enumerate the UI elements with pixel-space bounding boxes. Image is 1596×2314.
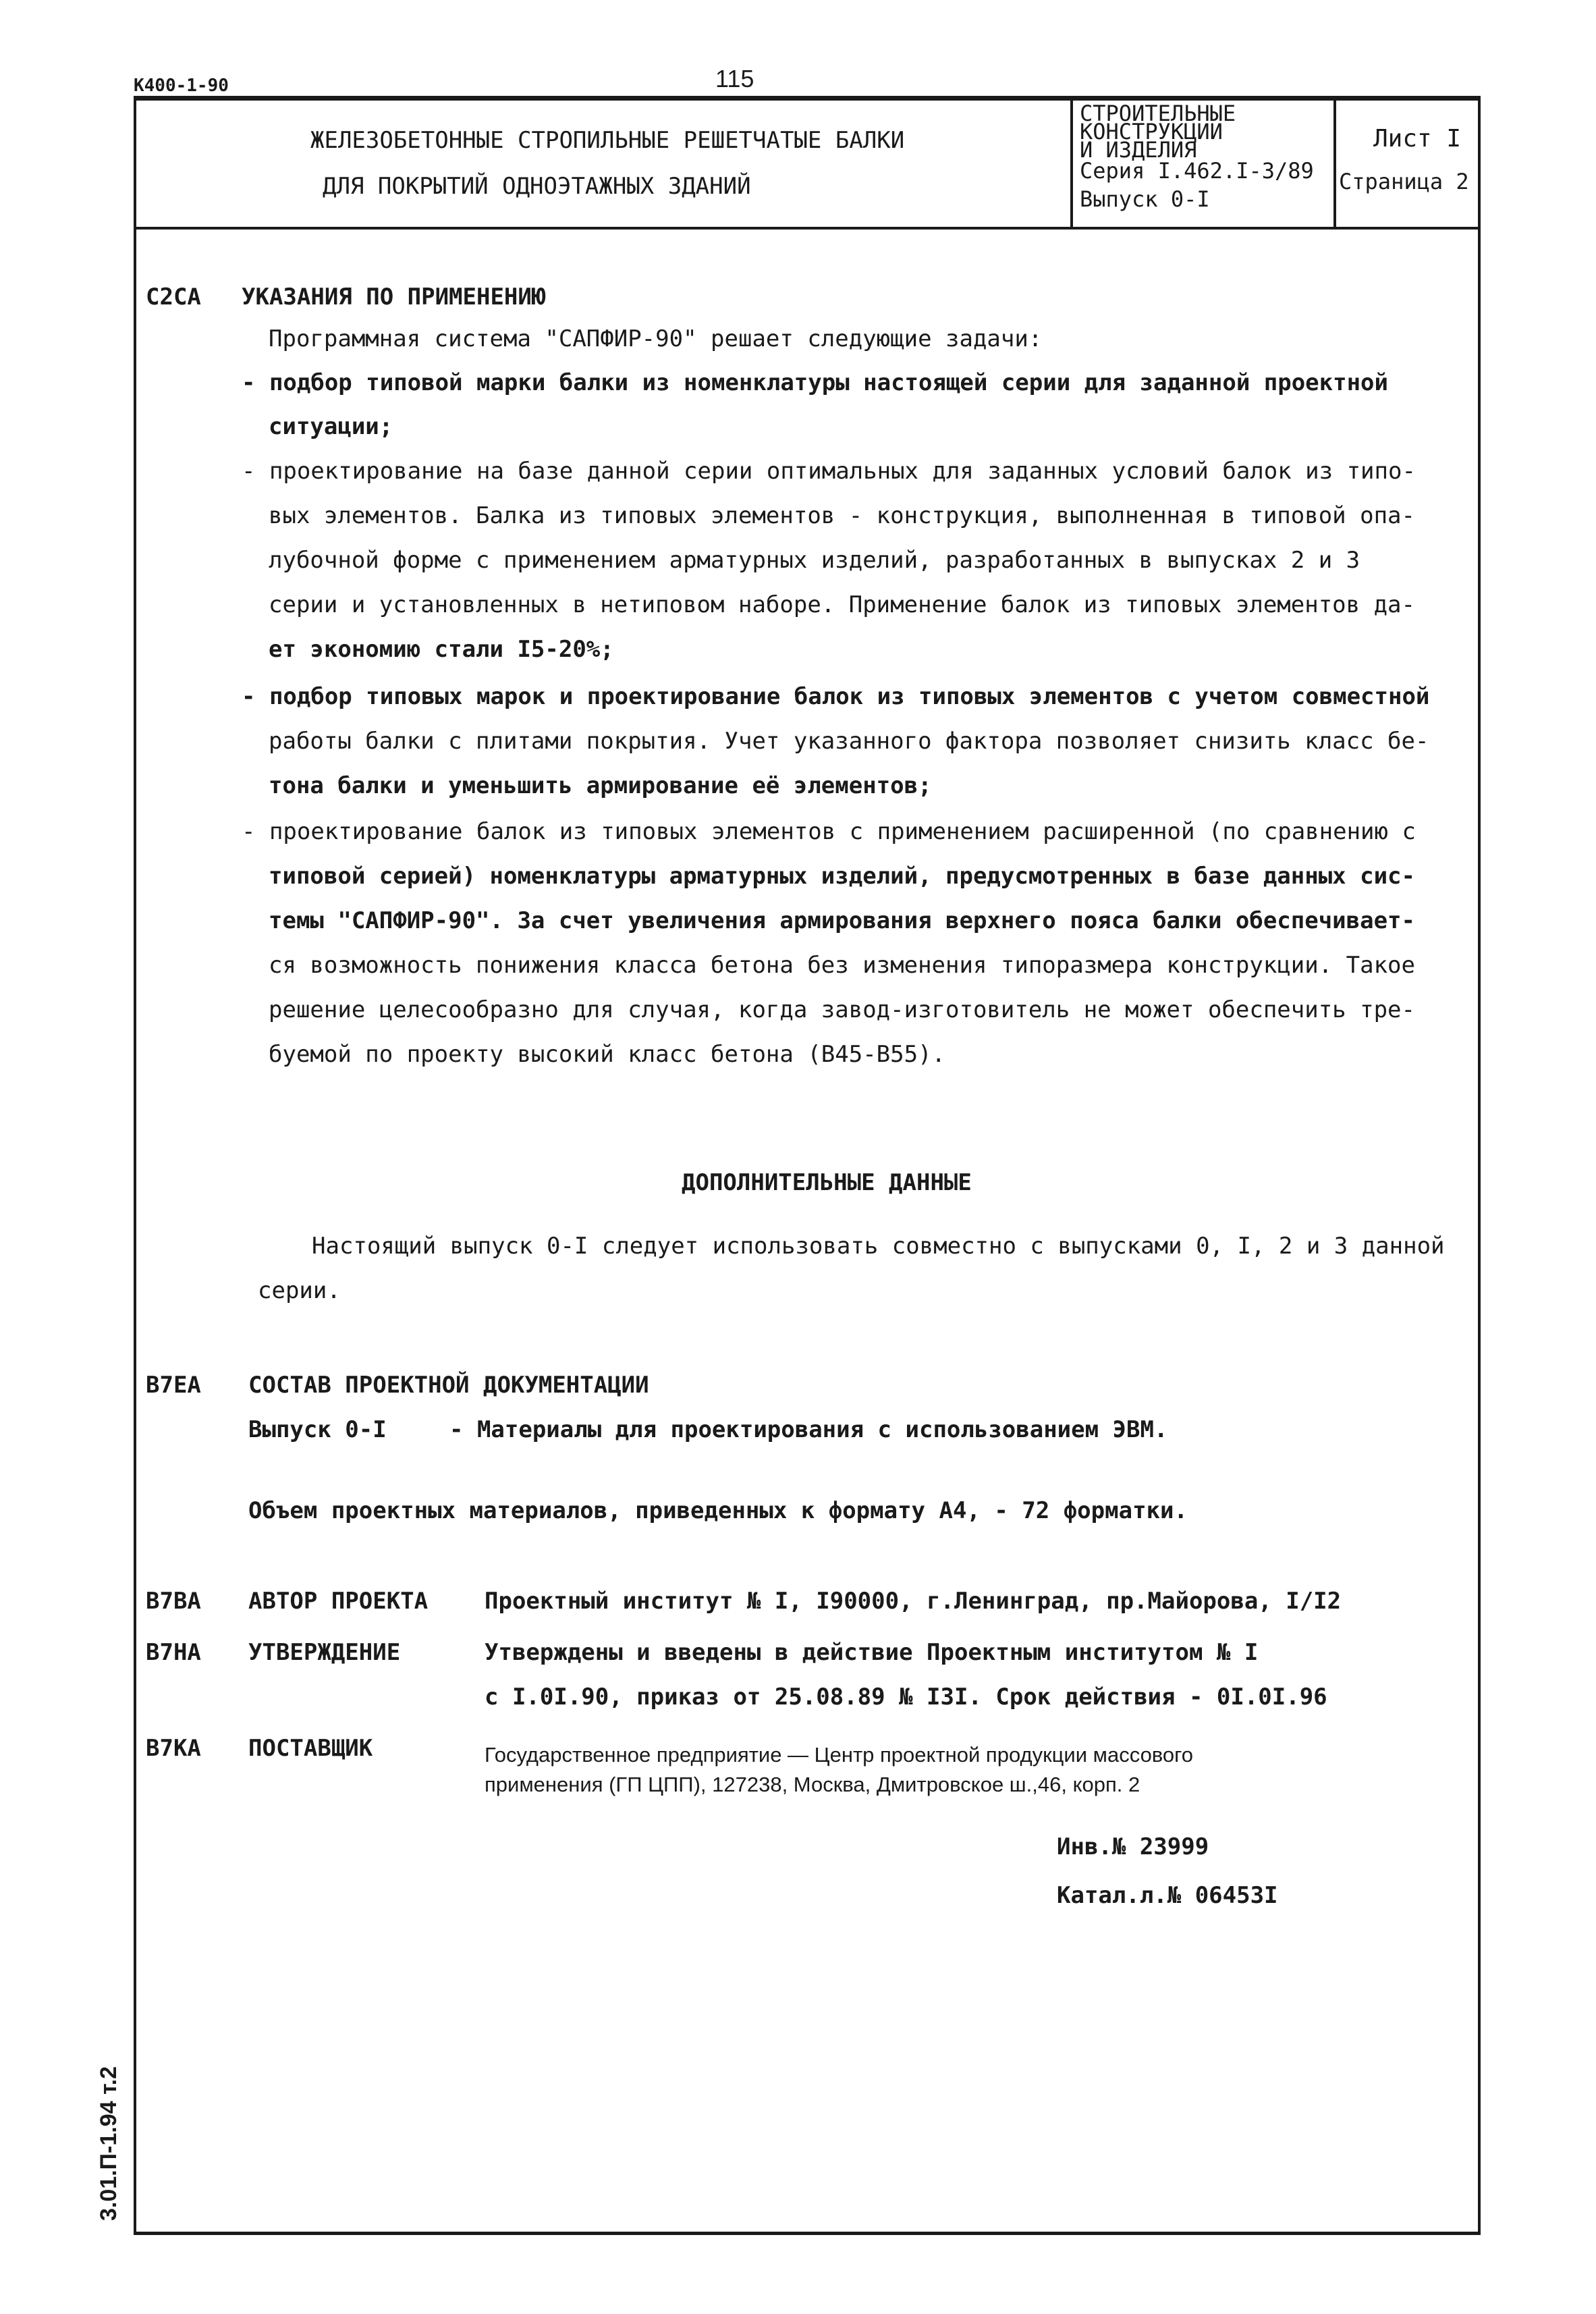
series-label: Серия I.462.I-3/89: [1080, 158, 1314, 184]
section-code: В7НА: [146, 1639, 201, 1666]
paragraph-line: Настоящий выпуск 0-I следует использовать совместно с выпусками 0, I, 2 и 3 данной: [312, 1233, 1445, 1260]
sheet-label: Лист I: [1373, 125, 1462, 153]
volume-note: Объем проектных материалов, приведенных к формату А4, - 72 форматки.: [248, 1497, 1188, 1524]
paragraph-line: - проектирование балок из типовых элементов с применением расширенной (по сравнению с: [242, 818, 1416, 845]
section-code: В7ЕА: [146, 1372, 201, 1399]
paragraph-line: тона балки и уменьшить армирование её элементов;: [269, 772, 932, 799]
approval-line1: Утверждены и введены в действие Проектным институтом № I: [485, 1639, 1259, 1666]
issue-label: Выпуск 0-I: [1080, 186, 1210, 212]
paragraph-line: лубочной форме с применением арматурных изделий, разработанных в выпусках 2 и 3: [269, 547, 1360, 574]
section-heading: ДОПОЛНИТЕЛЬНЫЕ ДАННЫЕ: [682, 1169, 972, 1196]
author-value: Проектный институт № I, I90000, г.Ленинград, пр.Майорова, I/I2: [485, 1588, 1342, 1615]
side-stamp: 3.01.П-1.94 т.2: [96, 2066, 121, 2221]
issue-description: - Материалы для проектирования с использованием ЭВМ.: [449, 1416, 1168, 1443]
paragraph-line: серии и установленных в нетиповом наборе. Применение балок из типовых элементов да-: [269, 591, 1415, 618]
paragraph-line: Программная система "САПФИР-90" решает следующие задачи:: [269, 325, 1043, 352]
bottom-rule: [134, 2232, 1481, 2234]
paragraph-line: вых элементов. Балка из типовых элементов - конструкция, выполненная в типовой опа-: [269, 502, 1415, 529]
paragraph-line: буемой по проекту высокий класс бетона (В45-В55).: [269, 1041, 946, 1068]
issue-label: Выпуск 0-I: [248, 1416, 387, 1443]
title-block-separator: [1333, 98, 1336, 230]
supplier-line2: применения (ГП ЦПП), 127238, Москва, Дмитровское ш.,46, корп. 2: [485, 1773, 1140, 1796]
paragraph-line: типовой серией) номенклатуры арматурных изделий, предусмотренных в базе данных сис-: [269, 863, 1415, 890]
paragraph-line: - проектирование на базе данной серии оптимальных для заданных условий балок из типо-: [242, 458, 1416, 485]
title-block-divider: [134, 227, 1481, 230]
approval-line2: с I.0I.90, приказ от 25.08.89 № I3I. Срок действия - 0I.0I.96: [485, 1684, 1327, 1711]
paragraph-line: - подбор типовой марки балки из номенклатуры настоящей серии для заданной проектной: [242, 369, 1388, 396]
inventory-number: Инв.№ 23999: [1057, 1833, 1209, 1860]
paragraph-line: темы "САПФИР-90". За счет увеличения армирования верхнего пояса балки обеспечивает-: [269, 907, 1415, 934]
section-code: С2СА: [146, 284, 201, 311]
author-label: АВТОР ПРОЕКТА: [248, 1588, 429, 1615]
section-code: В7КА: [146, 1735, 201, 1762]
category-line1: СТРОИТЕЛЬНЫЕ: [1080, 101, 1236, 126]
supplier-line1: Государственное предприятие — Центр проектной продукции массового: [485, 1743, 1194, 1767]
section-heading: СОСТАВ ПРОЕКТНОЙ ДОКУМЕНТАЦИИ: [248, 1372, 649, 1399]
category-line2: КОНСТРУКЦИИ: [1080, 119, 1223, 144]
title-block-separator: [1070, 98, 1073, 230]
category-line3: И ИЗДЕЛИЯ: [1080, 137, 1197, 163]
document-code: К400-1-90: [134, 76, 229, 96]
paragraph-line: - подбор типовых марок и проектирование балок из типовых элементов с учетом совместной: [242, 683, 1430, 710]
section-heading: УКАЗАНИЯ ПО ПРИМЕНЕНИЮ: [242, 284, 546, 311]
paragraph-line: ся возможность понижения класса бетона без изменения типоразмера конструкции. Такое: [269, 952, 1415, 979]
document-title-line1: ЖЕЛЕЗОБЕТОННЫЕ СТРОПИЛЬНЫЕ РЕШЕТЧАТЫЕ БАЛКИ: [310, 127, 905, 154]
approval-label: УТВЕРЖДЕНИЕ: [248, 1639, 401, 1666]
paragraph-line: ситуации;: [269, 413, 393, 440]
paragraph-line: решение целесообразно для случая, когда завод-изготовитель не может обеспечить тре-: [269, 996, 1415, 1023]
page-number: 115: [715, 65, 754, 92]
section-code: В7ВА: [146, 1588, 201, 1615]
document-title-line2: ДЛЯ ПОКРЫТИЙ ОДНОЭТАЖНЫХ ЗДАНИЙ: [323, 173, 751, 200]
page-label: Страница 2: [1339, 169, 1469, 194]
catalog-number: Катал.л.№ 06453I: [1057, 1882, 1278, 1909]
paragraph-line: серии.: [258, 1277, 341, 1304]
supplier-label: ПОСТАВЩИК: [248, 1735, 373, 1762]
paragraph-line: ет экономию стали I5-20%;: [269, 636, 614, 663]
paragraph-line: работы балки с плитами покрытия. Учет указанного фактора позволяет снизить класс бе-: [269, 728, 1429, 755]
